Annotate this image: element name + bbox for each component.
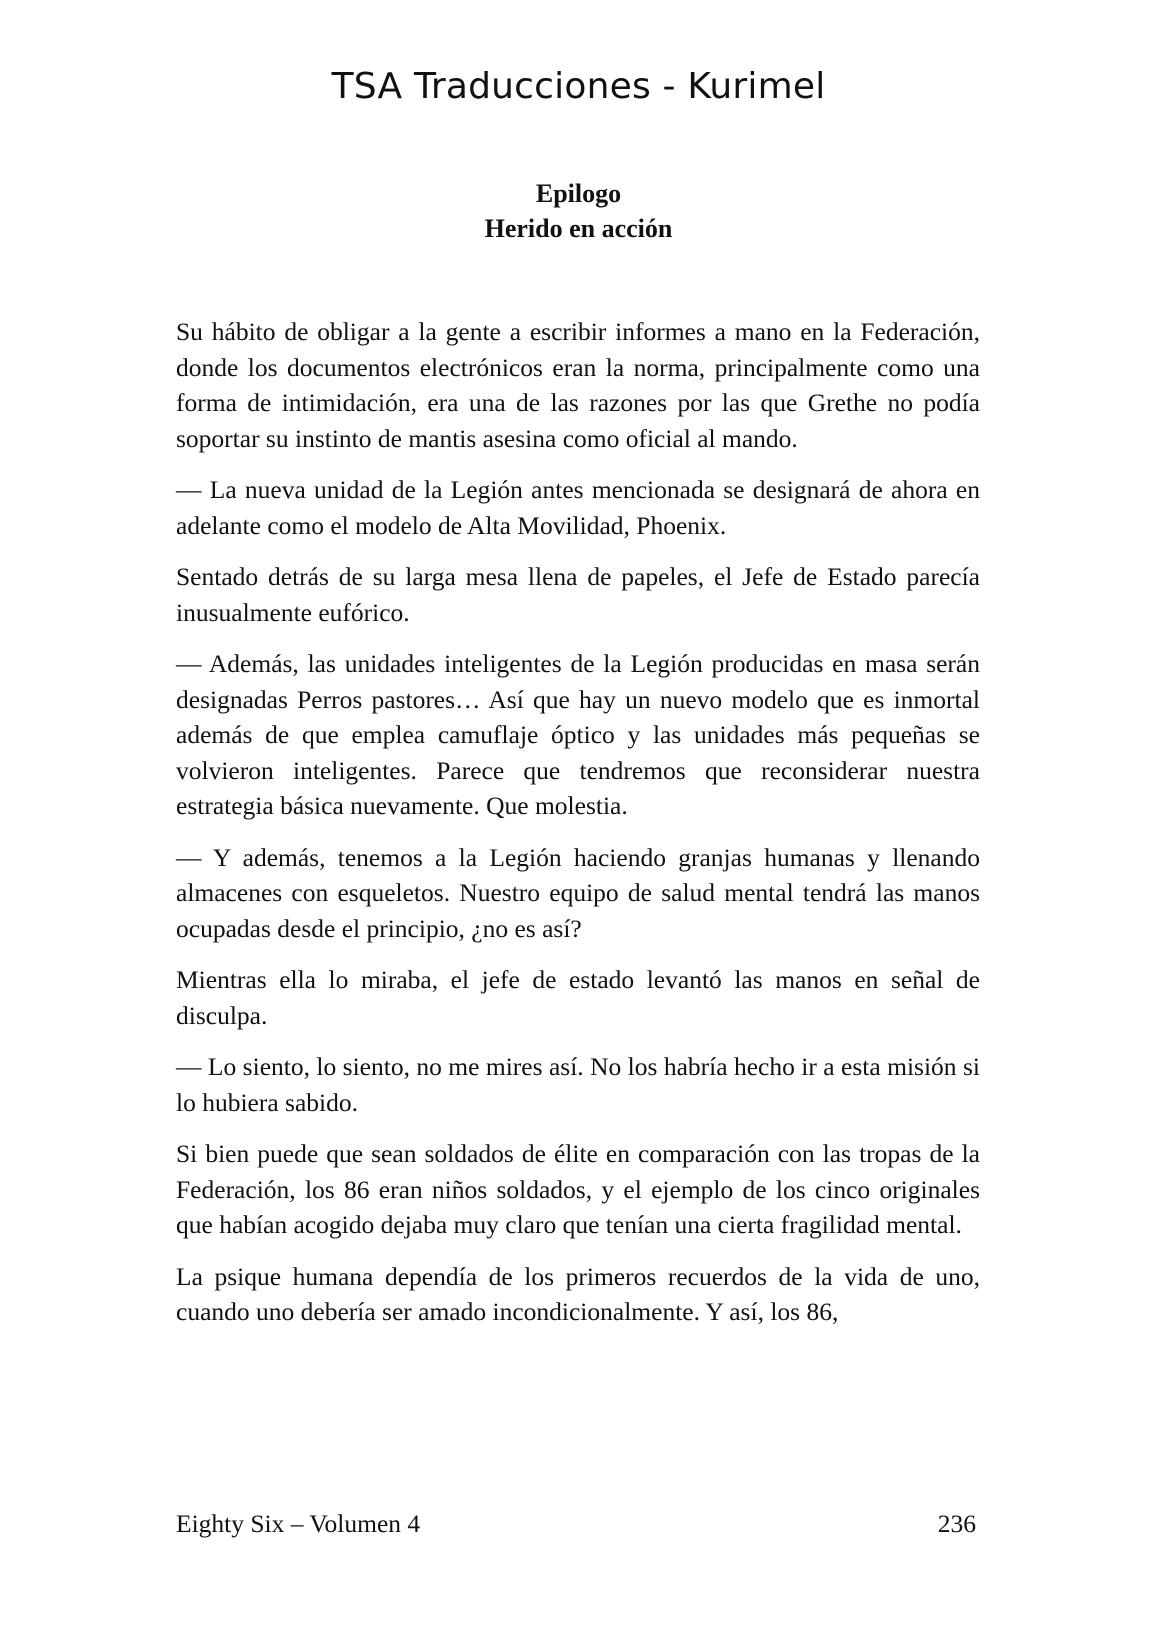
paragraph: — La nueva unidad de la Legión antes mencionada se designará de ahora en adelante como el modelo de Alta Movilidad, Phoenix.: [176, 475, 980, 540]
chapter-label: Epilogo: [535, 179, 622, 208]
body-text: [176, 314, 980, 1346]
paragraph: Su hábito de obligar a la gente a escribir informes a mano en la Federación, donde los documentos electrónicos eran la norma, principalmente como una forma de intimidación, era una de las razones por las que Grethe no podía soportar su instinto de mantis asesina como oficial al mando.: [176, 317, 980, 453]
footer-book-title: Eighty Six – Volumen 4: [176, 1509, 421, 1538]
paragraph: Mientras ella lo miraba, el jefe de estado levantó las manos en señal de disculpa.: [176, 965, 980, 1030]
paragraph: Sentado detrás de su larga mesa llena de papeles, el Jefe de Estado parecía inusualmente eufórico.: [176, 562, 980, 627]
page-number: 236: [937, 1509, 976, 1538]
paragraph: — Lo siento, lo siento, no me mires así. No los habría hecho ir a esta misión si lo hubiera sabido.: [176, 1052, 980, 1117]
chapter-title: Herido en acción: [484, 214, 673, 243]
page-header: TSA Traducciones - Kurimel: [331, 66, 826, 107]
paragraph: La psique humana dependía de los primeros recuerdos de la vida de uno, cuando uno debería ser amado incondicionalmente. Y así, los 86,: [176, 1261, 980, 1326]
chapter-heading: [0, 176, 1157, 246]
paragraph: — Además, las unidades inteligentes de la Legión producidas en masa serán designadas Perros pastores… Así que hay un nuevo modelo que es inmortal además de que emplea camuflaje óptico y las unidades más pequeñas se volvieron inteligentes. Parece que tendremos que reconsiderar nuestra estrategia básica nuevamente. Que molestia.: [176, 649, 980, 820]
page-footer: [176, 1509, 976, 1539]
paragraph: — Y además, tenemos a la Legión haciendo granjas humanas y llenando almacenes con esqueletos. Nuestro equipo de salud mental tendrá las manos ocupadas desde el principio, ¿no es así?: [176, 842, 980, 943]
paragraph: Si bien puede que sean soldados de élite en comparación con las tropas de la Federación, los 86 eran niños soldados, y el ejemplo de los cinco originales que habían acogido dejaba muy claro que tenían una cierta fragilidad mental.: [176, 1139, 980, 1239]
